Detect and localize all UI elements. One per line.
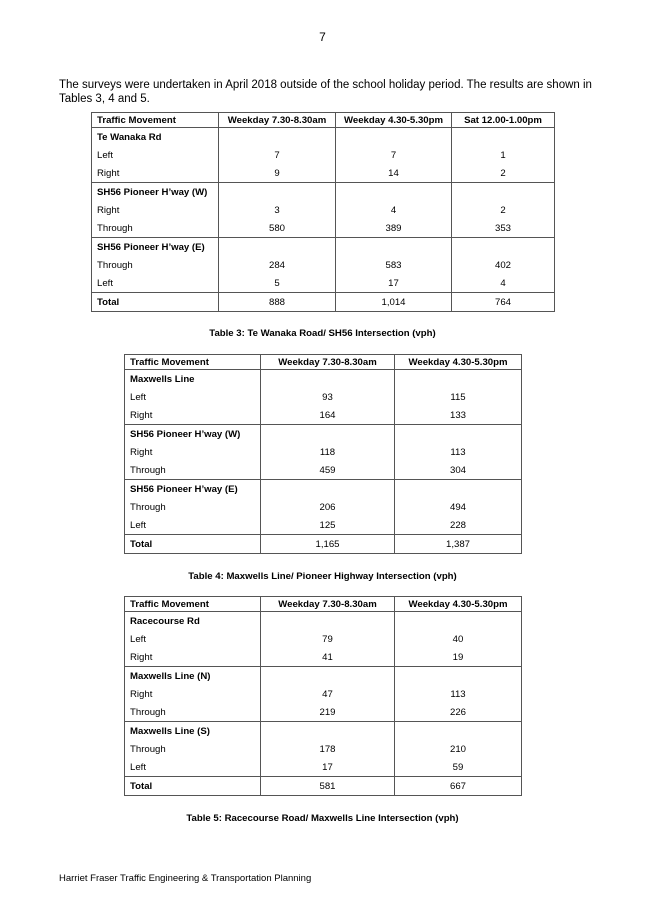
- cell: 79: [261, 630, 395, 648]
- cell: 93: [261, 388, 395, 406]
- table-header-row: [125, 597, 522, 612]
- table-row: [92, 146, 555, 164]
- table-row: [125, 648, 522, 667]
- cell: 9: [219, 164, 336, 183]
- cell: 14: [336, 164, 452, 183]
- table-header-row: [92, 113, 555, 128]
- total-row: [125, 535, 522, 554]
- cell: 226: [395, 703, 522, 722]
- cell: 115: [395, 388, 522, 406]
- cell: 667: [395, 777, 522, 796]
- total-row: [92, 293, 555, 312]
- header-cell: Traffic Movement: [92, 113, 219, 128]
- header-cell: Sat 12.00-1.00pm: [452, 113, 555, 128]
- row-label: Right: [92, 164, 219, 183]
- header-cell: Weekday 7.30-8.30am: [261, 597, 395, 612]
- cell: 228: [395, 516, 522, 535]
- cell: 764: [452, 293, 555, 312]
- group-row: [92, 183, 555, 202]
- cell: 389: [336, 219, 452, 238]
- header-cell: Weekday 4.30-5.30pm: [336, 113, 452, 128]
- group-row: [125, 425, 522, 444]
- group-row: [125, 722, 522, 741]
- cell: 402: [452, 256, 555, 274]
- cell: 284: [219, 256, 336, 274]
- row-label: Right: [125, 685, 261, 703]
- table-row: [92, 164, 555, 183]
- group-row: [125, 667, 522, 686]
- row-label: Through: [125, 461, 261, 480]
- row-label: Left: [125, 388, 261, 406]
- intro-paragraph: The surveys were undertaken in April 2018 outside of the school holiday period. The results are shown in Tables 3, 4 and 5.: [59, 79, 592, 105]
- cell: 178: [261, 740, 395, 758]
- cell: 4: [452, 274, 555, 293]
- cell: 580: [219, 219, 336, 238]
- table-row: [125, 406, 522, 425]
- cell: 133: [395, 406, 522, 425]
- cell: 164: [261, 406, 395, 425]
- cell: 7: [336, 146, 452, 164]
- cell: 17: [336, 274, 452, 293]
- table-row: [125, 703, 522, 722]
- table-row: [125, 630, 522, 648]
- cell: 888: [219, 293, 336, 312]
- header-cell: Weekday 4.30-5.30pm: [395, 355, 522, 370]
- cell: 47: [261, 685, 395, 703]
- group-title: Maxwells Line (S): [125, 722, 261, 741]
- cell: 59: [395, 758, 522, 777]
- table-row: [125, 758, 522, 777]
- table-3: [91, 112, 555, 312]
- total-label: Total: [125, 777, 261, 796]
- cell: 19: [395, 648, 522, 667]
- page-footer: Harriet Fraser Traffic Engineering & Transportation Planning: [59, 873, 312, 884]
- group-title: Te Wanaka Rd: [92, 128, 219, 147]
- row-label: Left: [92, 274, 219, 293]
- cell: 113: [395, 443, 522, 461]
- group-title: Maxwells Line: [125, 370, 261, 389]
- row-label: Through: [92, 219, 219, 238]
- table-5-caption: Table 5: Racecourse Road/ Maxwells Line Intersection (vph): [186, 813, 459, 824]
- header-cell: Traffic Movement: [125, 597, 261, 612]
- table-row: [92, 274, 555, 293]
- group-title: SH56 Pioneer H’way (E): [92, 238, 219, 257]
- group-title: SH56 Pioneer H’way (W): [92, 183, 219, 202]
- row-label: Through: [125, 740, 261, 758]
- table-5: [124, 596, 522, 796]
- cell: 2: [452, 164, 555, 183]
- total-label: Total: [92, 293, 219, 312]
- group-title: SH56 Pioneer H’way (E): [125, 480, 261, 499]
- group-title: SH56 Pioneer H’way (W): [125, 425, 261, 444]
- header-cell: Weekday 7.30-8.30am: [261, 355, 395, 370]
- cell: 494: [395, 498, 522, 516]
- cell: 219: [261, 703, 395, 722]
- cell: 125: [261, 516, 395, 535]
- cell: 113: [395, 685, 522, 703]
- row-label: Left: [125, 516, 261, 535]
- cell: 5: [219, 274, 336, 293]
- cell: 7: [219, 146, 336, 164]
- cell: 1,165: [261, 535, 395, 554]
- cell: 41: [261, 648, 395, 667]
- group-row: [125, 480, 522, 499]
- header-cell: Weekday 7.30-8.30am: [219, 113, 336, 128]
- cell: 118: [261, 443, 395, 461]
- table-row: [125, 516, 522, 535]
- row-label: Left: [92, 146, 219, 164]
- table-row: [125, 498, 522, 516]
- group-row: [125, 370, 522, 389]
- table-row: [125, 461, 522, 480]
- cell: 210: [395, 740, 522, 758]
- row-label: Through: [125, 703, 261, 722]
- cell: 353: [452, 219, 555, 238]
- cell: 459: [261, 461, 395, 480]
- table-row: [92, 219, 555, 238]
- group-row: [125, 612, 522, 631]
- cell: 3: [219, 201, 336, 219]
- header-cell: Traffic Movement: [125, 355, 261, 370]
- cell: 17: [261, 758, 395, 777]
- group-row: [92, 128, 555, 147]
- cell: 206: [261, 498, 395, 516]
- table-row: [125, 443, 522, 461]
- cell: 2: [452, 201, 555, 219]
- table-row: [92, 201, 555, 219]
- table-header-row: [125, 355, 522, 370]
- group-title: Maxwells Line (N): [125, 667, 261, 686]
- table-3-caption: Table 3: Te Wanaka Road/ SH56 Intersection (vph): [209, 328, 436, 339]
- cell: 1,014: [336, 293, 452, 312]
- table-row: [92, 256, 555, 274]
- total-row: [125, 777, 522, 796]
- cell: 1,387: [395, 535, 522, 554]
- row-label: Right: [125, 648, 261, 667]
- cell: 583: [336, 256, 452, 274]
- table-row: [125, 685, 522, 703]
- row-label: Right: [125, 406, 261, 425]
- page-number: 7: [319, 30, 326, 44]
- header-cell: Weekday 4.30-5.30pm: [395, 597, 522, 612]
- group-row: [92, 238, 555, 257]
- row-label: Through: [92, 256, 219, 274]
- cell: 1: [452, 146, 555, 164]
- total-label: Total: [125, 535, 261, 554]
- table-row: [125, 388, 522, 406]
- group-title: Racecourse Rd: [125, 612, 261, 631]
- table-4: [124, 354, 522, 554]
- row-label: Right: [92, 201, 219, 219]
- cell: 304: [395, 461, 522, 480]
- row-label: Through: [125, 498, 261, 516]
- cell: 4: [336, 201, 452, 219]
- cell: 581: [261, 777, 395, 796]
- cell: 40: [395, 630, 522, 648]
- table-row: [125, 740, 522, 758]
- row-label: Left: [125, 758, 261, 777]
- row-label: Right: [125, 443, 261, 461]
- table-4-caption: Table 4: Maxwells Line/ Pioneer Highway Intersection (vph): [188, 571, 457, 582]
- row-label: Left: [125, 630, 261, 648]
